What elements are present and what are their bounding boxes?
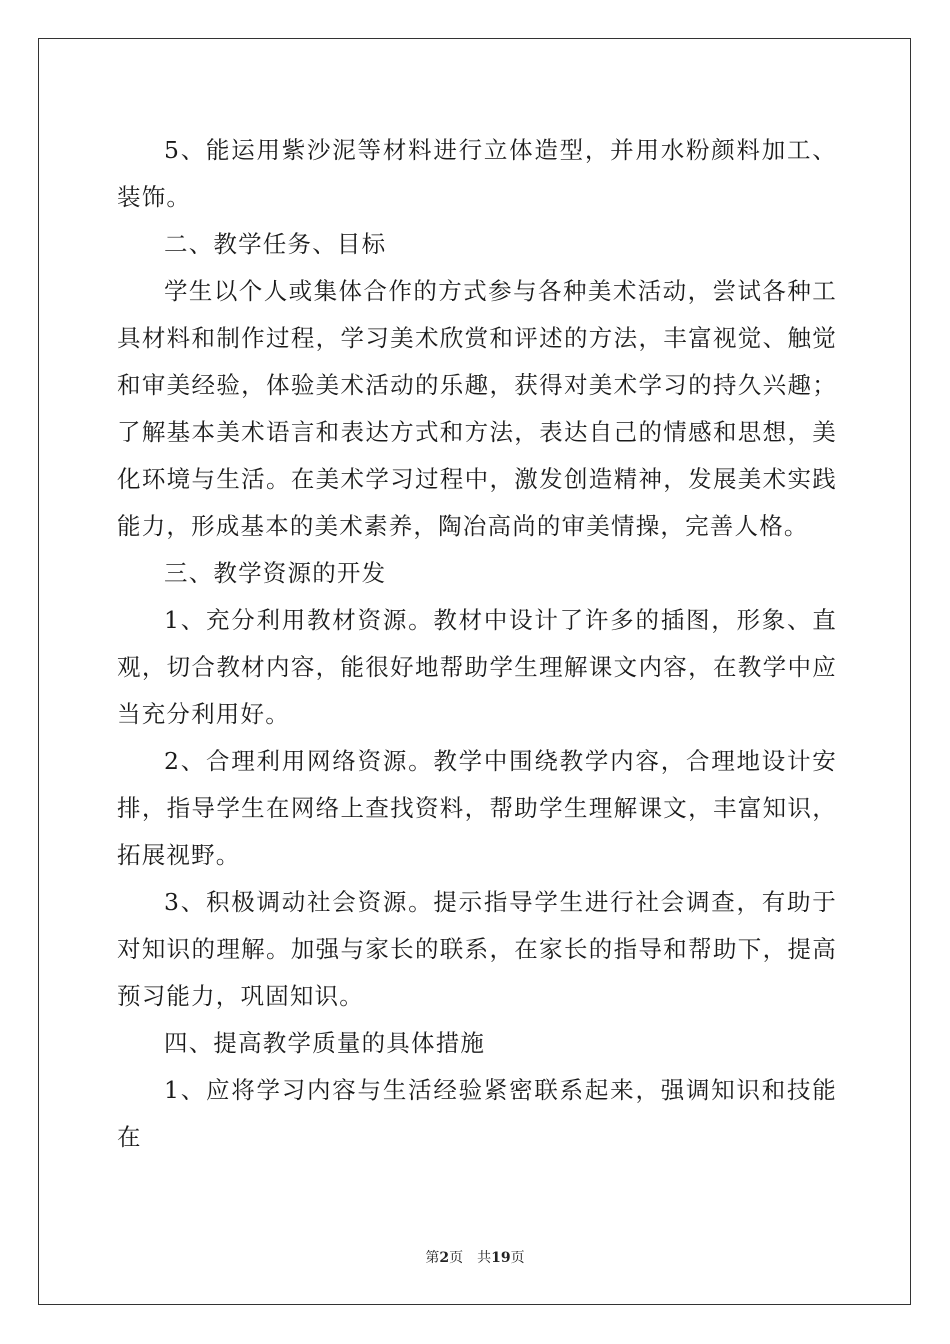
page-total-prefix: 共 xyxy=(477,1250,492,1266)
document-body xyxy=(117,127,837,1161)
page-footer xyxy=(0,1249,950,1267)
paragraph: 3、积极调动社会资源。提示指导学生进行社会调查，有助于对知识的理解。加强与家长的联系，在家长的指导和帮助下，提高预习能力，巩固知识。 xyxy=(117,888,837,1010)
paragraph: 学生以个人或集体合作的方式参与各种美术活动，尝试各种工具材料和制作过程，学习美术欣赏和评述的方法，丰富视觉、触觉和审美经验，体验美术活动的乐趣，获得对美术学习的持久兴趣；了解基本美术语言和表达方式和方法，表达自己的情感和思想，美化环境与生活。在美术学习过程中，激发创造精神，发展美术实践能力，形成基本的美术素养，陶冶高尚的审美情操，完善人格。 xyxy=(117,277,837,540)
paragraph: 1、充分利用教材资源。教材中设计了许多的插图，形象、直观，切合教材内容，能很好地帮助学生理解课文内容，在教学中应当充分利用好。 xyxy=(117,606,837,728)
page-total-suffix: 页 xyxy=(510,1250,525,1266)
page-total-count: 19 xyxy=(491,1250,511,1266)
paragraph: 5、能运用紫沙泥等材料进行立体造型，并用水粉颜料加工、装饰。 xyxy=(117,136,837,211)
section-heading: 三、教学资源的开发 xyxy=(164,559,387,587)
paragraph: 1、应将学习内容与生活经验紧密联系起来，强调知识和技能在 xyxy=(117,1076,837,1151)
page-number-current: 2 xyxy=(439,1250,450,1266)
page-number-prefix: 第 xyxy=(425,1250,440,1266)
page-number-suffix: 页 xyxy=(449,1250,464,1266)
section-heading: 二、教学任务、目标 xyxy=(164,230,387,258)
section-heading: 四、提高教学质量的具体措施 xyxy=(164,1029,486,1057)
paragraph: 2、合理利用网络资源。教学中围绕教学内容，合理地设计安排，指导学生在网络上查找资料，帮助学生理解课文，丰富知识，拓展视野。 xyxy=(117,747,837,869)
